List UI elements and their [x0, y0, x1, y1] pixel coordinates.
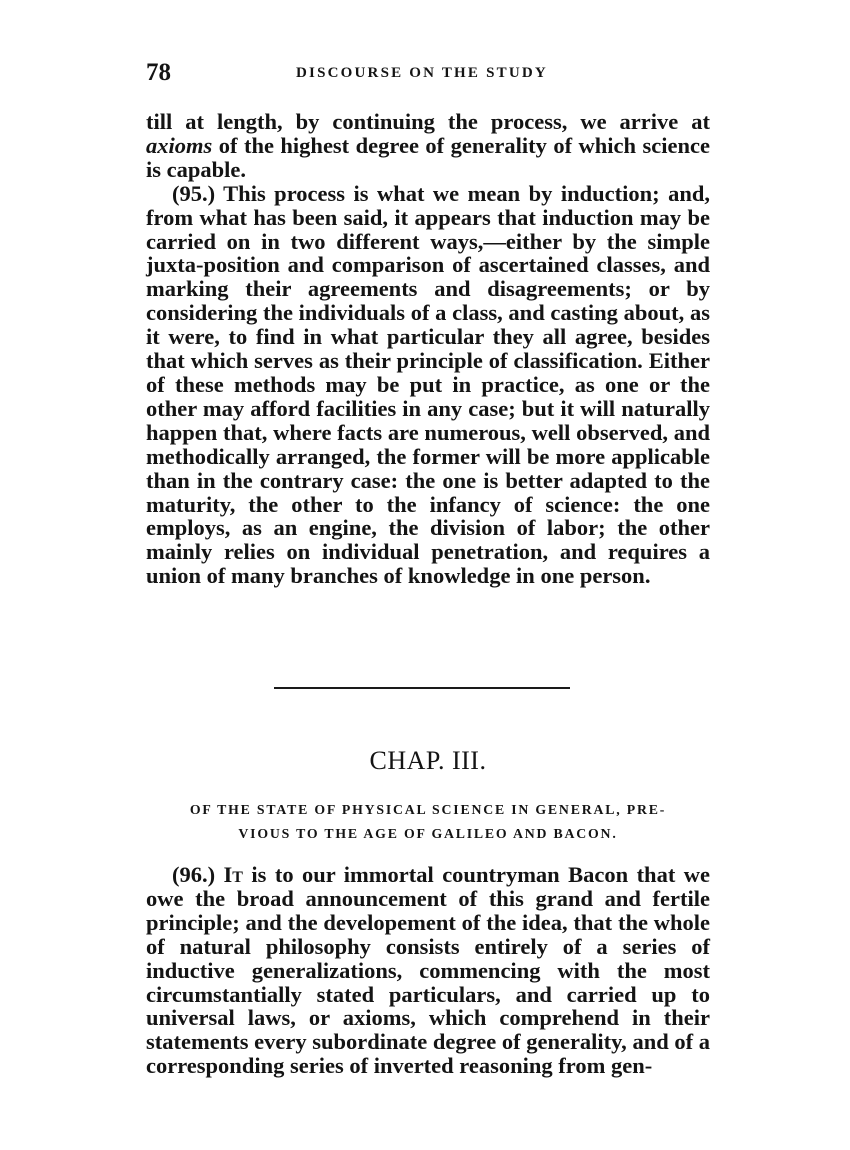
chapter-subtitle-line-2: VIOUS TO THE AGE OF GALILEO AND BACON.	[238, 826, 618, 841]
running-title: DISCOURSE ON THE STUDY	[296, 65, 548, 81]
paragraph-96-small-caps: It	[223, 862, 243, 887]
chapter-subtitle	[146, 798, 710, 846]
paragraph-96-number: (96.)	[172, 862, 224, 887]
page-number: 78	[146, 59, 171, 86]
chapter-heading: CHAP. III.	[369, 746, 487, 775]
section-divider	[274, 687, 570, 689]
body-text-bottom	[146, 863, 710, 1078]
continuation-text-end: of the highest degree of generality of which science is capable.	[146, 132, 710, 182]
paragraph-95: (95.) This process is what we mean by induction; and, from what has been said, it appears that induction may be carried on in two different ways,—either by the simple juxta-position and comparison of ascertained classes, and marking their agreements and disagreements; or by considering the individuals of a class, and casting about, as it were, to find in what particular they all agree, besides that which serves as their principle of classification. Either of these methods may be put in practice, as one or the other may afford facilities in any case; but it will naturally happen that, where facts are numerous, well observed, and methodically arranged, the former will be more applicable than in the contrary case: the one is better adapted to the maturity, the other to the infancy of science: the one employs, as an engine, the division of labor; the other mainly relies on individual penetration, and requires a union of many branches of knowledge in one person.	[146, 180, 710, 589]
chapter-subtitle-line-1: OF THE STATE OF PHYSICAL SCIENCE IN GENERAL, PRE-	[189, 802, 667, 817]
paragraph-continuation	[146, 110, 710, 182]
paragraph-96-text: is to our immortal countryman Bacon that we owe the broad announcement of this grand and fertile principle; and the developement of the idea, that the whole of natural philosophy consists entirely of a series of inductive generalizations, commencing with the most circumstantially stated particulars, and carried up to universal laws, or axioms, which comprehend in their statements every subordinate degree of generality, and of a corresponding series of inverted reasoning from gen-	[146, 862, 710, 1079]
body-text-top	[146, 110, 710, 588]
emphasis-axioms: axioms	[146, 132, 213, 158]
running-head	[146, 58, 710, 88]
paragraph-96	[146, 863, 710, 1078]
continuation-text-start: till at length, by continuing the process, we arrive at	[146, 109, 710, 134]
